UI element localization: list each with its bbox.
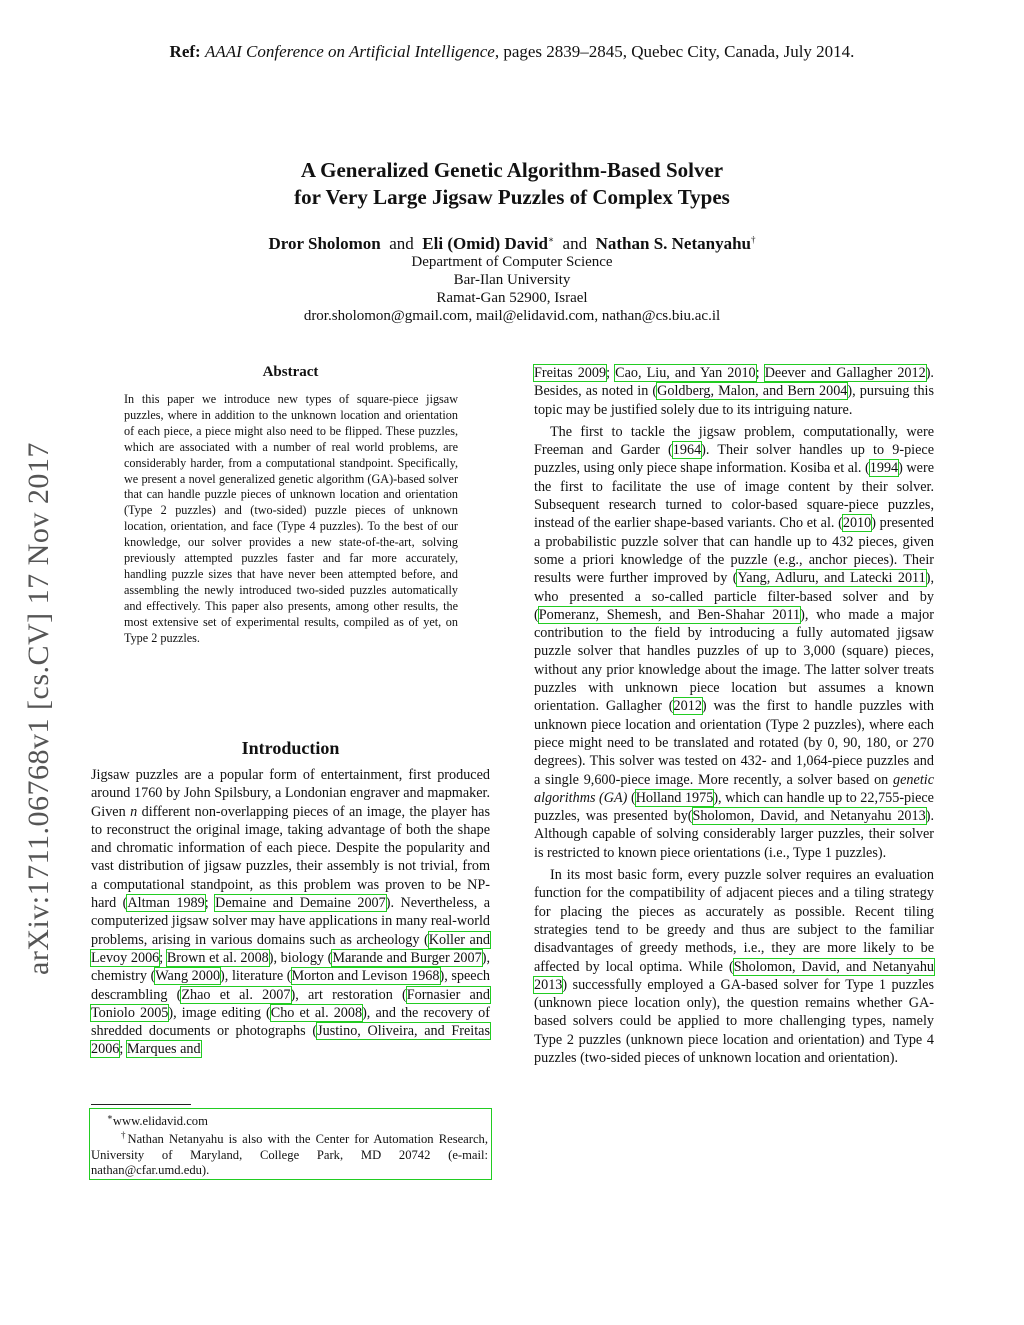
- author-3-mark: †: [751, 234, 756, 245]
- affiliation-city: Ramat-Gan 52900, Israel: [436, 290, 588, 306]
- citation-link[interactable]: Fornasier and Toniolo 2005: [91, 986, 490, 1021]
- introduction-heading: Introduction: [241, 738, 340, 758]
- citation-link[interactable]: 2010: [842, 515, 872, 532]
- citation-link[interactable]: Goldberg, Malon, and Bern 2004: [657, 383, 848, 400]
- abstract-text: In this paper we introduce new types of square-piece jigsaw puzzles, where in addition to the unknown location and orientation of each piece, a piece might also need to be flipped. These puzzles, which are associated with a number of real world problems, are considerably harder, from a computational standpoint. Specifically, we present a novel generalized genetic algorithm (GA)-based solver that can handle puzzle pieces of unknown location and orientation (Type 2 puzzles) and (two-sided) puzzle pieces of unknown location, orientation, and face (Type 4 puzzles). To the best of our knowledge, our solver provides a new state-of-the-art, solving previously attempted puzzles faster and far more accurately, handling puzzle sizes that have never been attempted before, and assembling the newly introduced two-sided puzzles automatically and effectively. This paper also presents, among other results, the most extensive set of experimental results, compiled as of yet, on Type 2 puzzles.: [124, 392, 458, 645]
- footnote-1: ∗www.elidavid.com: [106, 1112, 208, 1129]
- footnote-2: †Nathan Netanyahu is also with the Center for Automation Research, University of Maryland, College Park, MD 20742 (e-mail: nathan@cfar.umd.edu).: [91, 1130, 489, 1178]
- reference-line: [0, 42, 1024, 62]
- citation-link[interactable]: Cho et al. 2008: [270, 1004, 363, 1021]
- citation-link[interactable]: Freitas 2009: [534, 365, 607, 381]
- paper-title-line-2: for Very Large Jigsaw Puzzles of Complex Types: [294, 185, 730, 209]
- citation-link[interactable]: Brown et al. 2008: [166, 949, 269, 966]
- citation-link[interactable]: Marande and Burger 2007: [332, 949, 482, 966]
- author-1: Dror Sholomon: [268, 234, 381, 253]
- intro-paragraph-text: Jigsaw puzzles are a popular form of entertainment, first produced around 1760 by John Spilsbury, a Londonian engraver and mapmaker. Given n different non-overlapping pieces of an image, the player has to reconstruct the original image, taking advantage of both the shape and chromatic information of each piece. Despite the popularity and vast distribution of jigsaw puzzles, their assembly is not trivial, from a computational standpoint, as this problem was proven to be NP-hard (Altman 1989; Demaine and Demaine 2007). Nevertheless, a computerized jigsaw solver may have applications in many real-world problems, arising in various domains such as archeology (Koller and Levoy 2006; Brown et al. 2008), biology (Marande and Burger 2007), chemistry (Wang 2000), literature (Morton and Levison 1968), speech descrambling (Zhao et al. 2007), art restoration (Fornasier and Toniolo 2005), image editing (Cho et al. 2008), and the recovery of shredded documents or photographs (Justino, Oliveira, and Freitas 2006; Marques and: [91, 767, 491, 1058]
- author-2: Eli (Omid) David: [422, 234, 548, 253]
- citation-link[interactable]: 1964: [672, 442, 702, 459]
- ref-details: , pages 2839–2845, Quebec City, Canada, July 2014.: [494, 42, 855, 61]
- citation-link[interactable]: Pomeranz, Shemesh, and Ben-Shahar 2011: [538, 606, 801, 623]
- paper-title-line-1: A Generalized Genetic Algorithm-Based Solver: [300, 158, 724, 182]
- intro-paragraph-1: [91, 766, 490, 1059]
- citation-link[interactable]: Wang 2000: [155, 968, 221, 985]
- citation-link[interactable]: Cao, Liu, and Yan 2010: [615, 365, 756, 381]
- ref-label: Ref:: [169, 42, 201, 61]
- ref-venue: AAAI Conference on Artificial Intelligence: [204, 42, 495, 61]
- citation-link[interactable]: 1994: [869, 460, 899, 477]
- footnote-rule: [91, 1104, 191, 1105]
- affiliation-dept: Department of Computer Science: [411, 254, 613, 270]
- intro-paragraph-1-continued: Freitas 2009; Cao, Liu, and Yan 2010; Deever and Gallagher 2012). Besides, as noted in (Goldberg, Malon, and Bern 2004), pursuing this topic may be justified solely due to its intriguing nature.: [534, 365, 935, 418]
- citation-link[interactable]: Yang, Adluru, and Latecki 2011: [737, 570, 926, 587]
- author-line: [0, 234, 1024, 254]
- citation-link[interactable]: Koller and Levoy 2006: [91, 931, 491, 966]
- author-and-1: and: [389, 234, 414, 253]
- citation-link[interactable]: Holland 1975: [635, 789, 714, 806]
- citation-link[interactable]: Sholomon, David, and Netanyahu 2013: [692, 808, 926, 825]
- citation-link[interactable]: Marques and: [126, 1041, 201, 1058]
- citation-link[interactable]: Altman 1989: [127, 895, 205, 912]
- citation-link[interactable]: Zhao et al. 2007: [181, 986, 291, 1003]
- citation-link[interactable]: Justino, Oliveira, and Freitas 2006: [91, 1023, 490, 1058]
- citation-link[interactable]: Deever and Gallagher 2012: [764, 365, 926, 381]
- affiliation-univ: Bar-Ilan University: [453, 272, 571, 288]
- right-column: [534, 364, 934, 1067]
- author-and-2: and: [562, 234, 588, 253]
- arxiv-stamp: arXiv:1711.06768v1 [cs.CV] 17 Nov 2017: [22, 442, 55, 975]
- citation-link[interactable]: Demaine and Demaine 2007: [215, 895, 386, 912]
- citation-link[interactable]: Morton and Levison 1968: [291, 968, 440, 985]
- citation-link[interactable]: 2012: [673, 698, 702, 715]
- abstract-heading: Abstract: [262, 364, 319, 380]
- citation-link[interactable]: Sholomon, David, and Netanyahu 2013: [534, 958, 935, 993]
- intro-paragraph-3: In its most basic form, every puzzle solver requires an evaluation function for the compatibility of adjacent pieces and a tiling strategy for placing the pieces as accurately as possible. Recent tiling strategies tend to be greedy and thus are subject to the familiar disadvantages of greedy methods, i.e., they are more likely to be affected by local optima. While (Sholomon, David, and Netanyahu 2013) successfully employed a GA-based solver for Type 1 puzzles (unknown piece location only), the question remains whether GA-based solvers could be applied to more challenging types, namely Type 2 puzzles (unknown piece location and orientation) and Type 4 puzzles (two-sided pieces of unknown location and orientation).: [534, 867, 935, 1066]
- intro-paragraph-2: The first to tackle the jigsaw problem, computationally, were Freeman and Garder (1964). Their solver handles up to 9-piece puzzles, using only piece shape information. Kosiba et al. (1994) were the first to facilitate the use of image content by their solver. Subsequent research turned to color-based square-piece puzzles, instead of the earlier shape-based variants. Cho et al. (2010) presented a probabilistic puzzle solver that can handle up to 432 pieces, given some a priori knowledge of the puzzle (e.g., anchor pieces). Their results were further improved by (Yang, Adluru, and Latecki 2011), who presented a so-called particle filter-based solver and by (Pomeranz, Shemesh, and Ben-Shahar 2011), who made a major contribution to the field by introducing a fully automated jigsaw puzzle solver that handles puzzles of up to 3,000 (square) pieces, without any prior knowledge about the image. The latter solver treats puzzles with unknown piece location but assumes a known orientation. Gallagher (2012) was the first to handle puzzles with unknown piece location and orientation (Type 2 puzzles), where each piece might need to be translated and rotated (by 0, 90, 180, or 270 degrees). This solver was tested on 432- and 1,064-piece puzzles and a single 9,600-piece image. More recently, a solver based on genetic algorithms (GA) (Holland 1975), which can handle up to 22,755-piece puzzles, was presented by(Sholomon, David, and Netanyahu 2013). Although capable of solving considerably larger puzzles, their solver is restricted to known piece orientations (i.e., Type 1 puzzles).: [534, 423, 935, 861]
- author-2-mark: ∗: [547, 234, 555, 245]
- author-3: Nathan S. Netanyahu: [595, 234, 751, 253]
- affiliation-emails: dror.sholomon@gmail.com, mail@elidavid.com, nathan@cs.biu.ac.il: [303, 308, 721, 324]
